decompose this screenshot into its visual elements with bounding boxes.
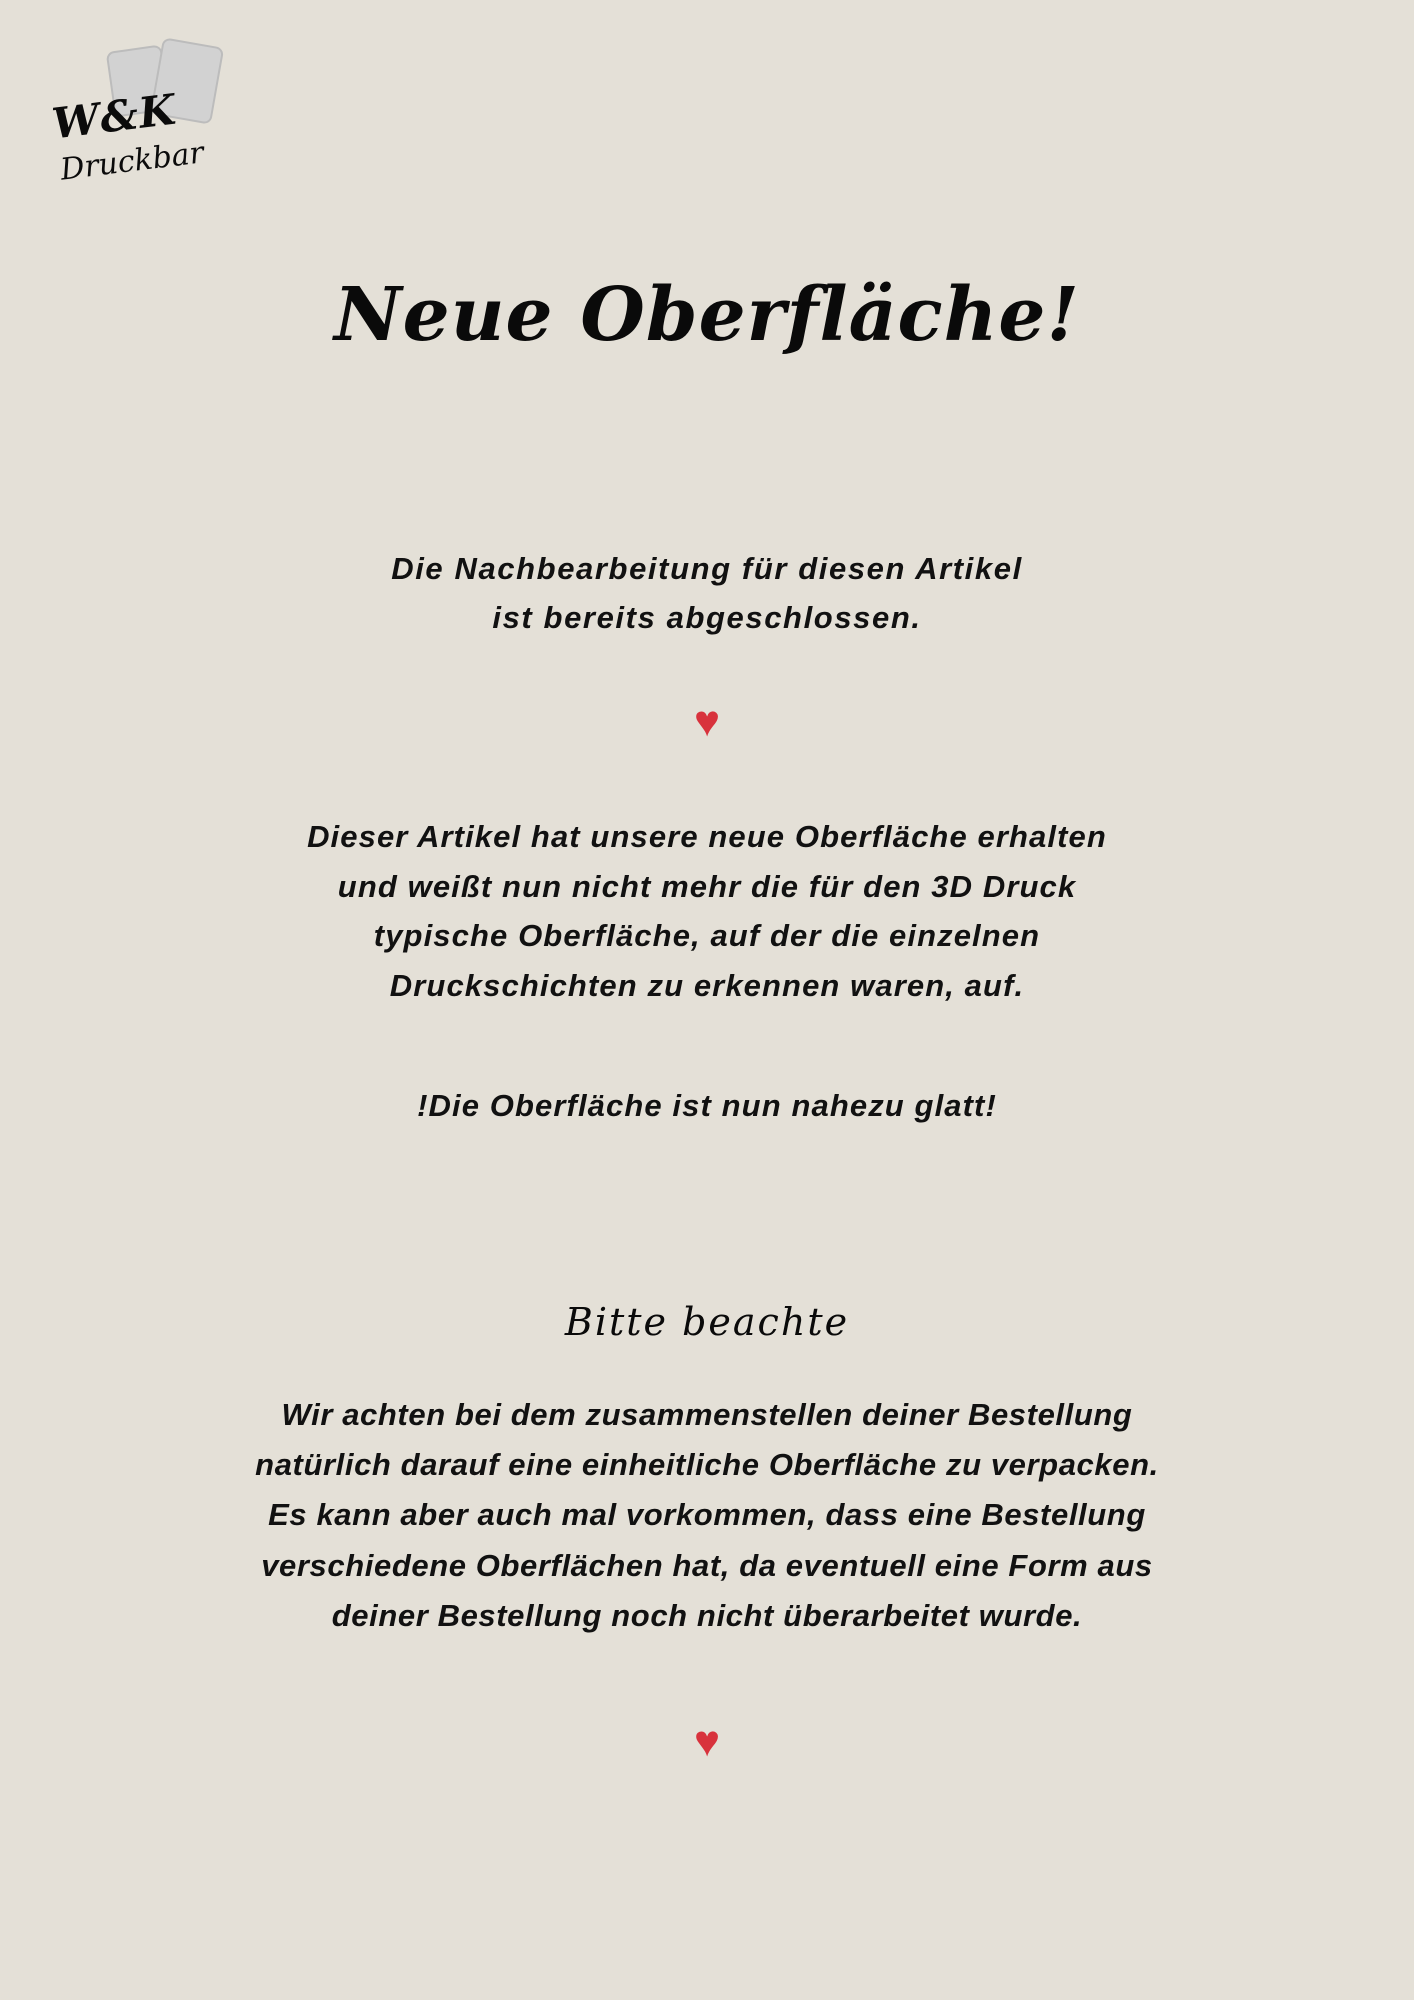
- note-line: Wir achten bei dem zusammenstellen deiner Bestellung: [281, 1397, 1133, 1432]
- body-line: Dieser Artikel hat unsere neue Oberfläche erhalten: [307, 819, 1107, 854]
- note-title: Bitte beachte: [564, 1300, 850, 1344]
- note-paragraph: [0, 1390, 1414, 1641]
- logo-brand-text: W&K: [49, 84, 180, 149]
- body-line: und weißt nun nicht mehr die für den 3D Druck: [337, 868, 1077, 904]
- intro-line: Die Nachbearbeitung für diesen Artikel: [391, 551, 1023, 586]
- heart-icon: ♥: [693, 697, 721, 746]
- intro-line: ist bereits abgeschlossen.: [492, 599, 922, 635]
- body-line: typische Oberfläche, auf der die einzelnen: [373, 918, 1041, 954]
- note-line: deiner Bestellung noch nicht überarbeitet wurde.: [331, 1597, 1083, 1633]
- body-paragraph: [0, 812, 1414, 1010]
- page-title: Neue Oberfläche!: [334, 272, 1080, 358]
- note-line: verschiedene Oberflächen hat, da eventuell eine Form aus: [261, 1547, 1153, 1583]
- body-line: Druckschichten zu erkennen waren, auf.: [389, 967, 1025, 1003]
- logo-subtitle-text: Druckbar: [58, 135, 206, 188]
- heart-icon: ♥: [693, 1717, 721, 1766]
- brand-logo: [49, 40, 242, 200]
- intro-paragraph: [0, 545, 1414, 643]
- note-line: Es kann aber auch mal vorkommen, dass eine Bestellung: [268, 1497, 1146, 1533]
- note-line: natürlich darauf eine einheitliche Oberfläche zu verpacken.: [255, 1447, 1159, 1483]
- emphasis-statement: !Die Oberfläche ist nun nahezu glatt!: [417, 1088, 997, 1123]
